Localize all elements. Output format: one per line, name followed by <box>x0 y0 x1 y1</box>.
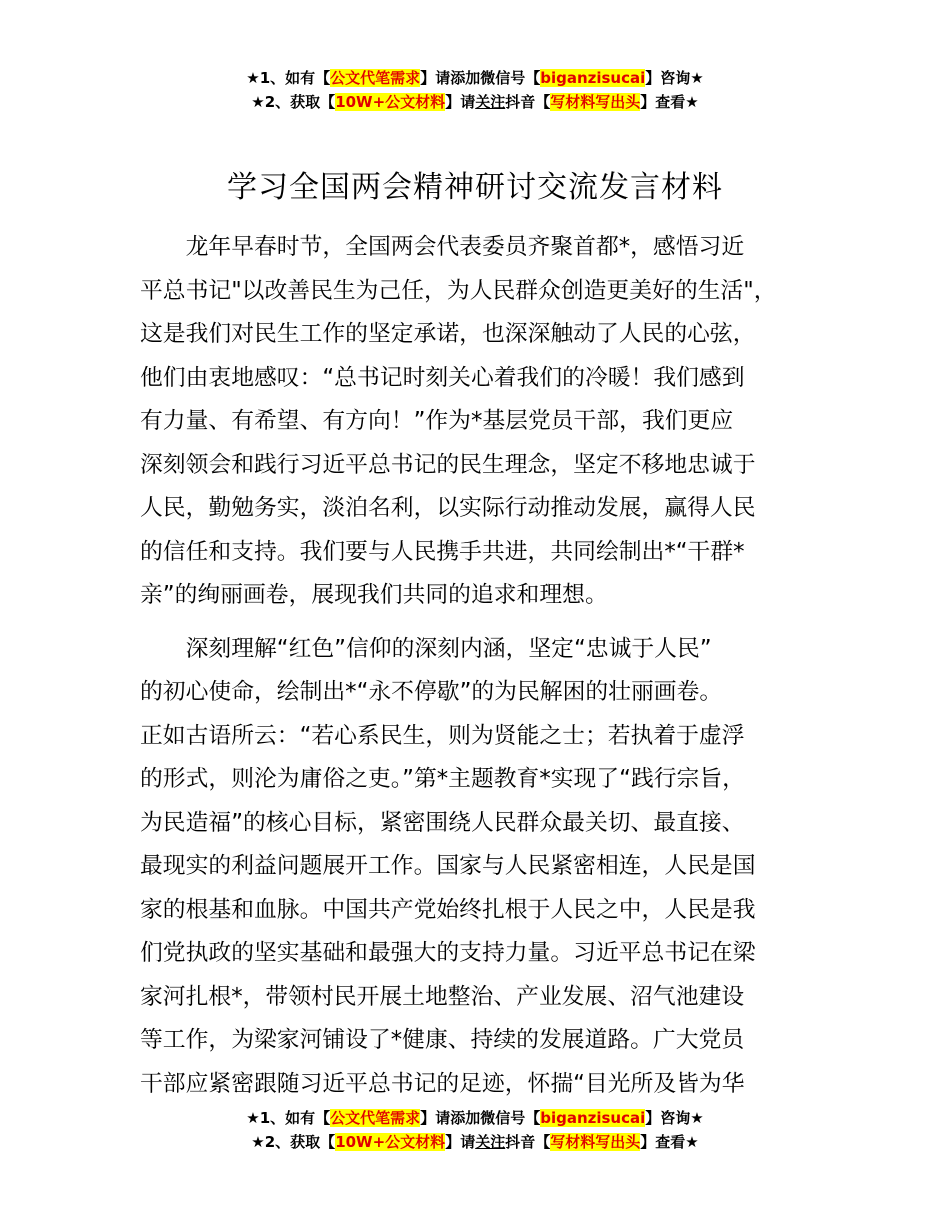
banner-text: 】请添加微信号【 <box>420 69 541 87</box>
banner-text: ★2、获取【 <box>251 93 336 111</box>
banner-text: ★2、获取【 <box>251 1133 336 1151</box>
text-line: 家的根基和血脉。中国共产党始终扎根于人民之中，人民是我 <box>140 896 756 923</box>
highlight-text: 公文代笔需求 <box>330 1109 421 1127</box>
text-line: 深刻理解“红色”信仰的深刻内涵，坚定“忠诚于人民” <box>140 635 712 662</box>
text-line: 平总书记"以改善民生为己任，为人民群众创造更美好的生活"， <box>140 277 777 304</box>
banner-text: ★1、如有【 <box>246 1109 331 1127</box>
banner-text: 】查看★ <box>640 93 699 111</box>
text-line: 干部应紧密跟随习近平总书记的足迹，怀揣“目光所及皆为华 <box>140 1070 745 1097</box>
highlight-text: 写材料写出头 <box>550 93 641 111</box>
text-line: 们党执政的坚实基础和最强大的支持力量。习近平总书记在梁 <box>140 940 756 966</box>
paragraph-2 <box>140 628 830 1107</box>
text-line: 深刻领会和践行习近平总书记的民生理念，坚定不移地忠诚于 <box>140 451 756 478</box>
text-line: 这是我们对民生工作的坚定承诺，也深深触动了人民的心弦， <box>140 321 756 347</box>
banner-line-1 <box>0 66 950 90</box>
text-line: 龙年早春时节，全国两会代表委员齐聚首都*，感悟习近 <box>140 234 745 260</box>
text-line: 人民，勤勉务实，淡泊名利，以实际行动推动发展，赢得人民 <box>140 495 756 521</box>
text-line: 的形式，则沦为庸俗之吏。”第*主题教育*实现了“践行宗旨， <box>140 766 745 792</box>
banner-text: 抖音【 <box>505 93 551 111</box>
text-line: 的初心使命，绘制出*“永不停歇”的为民解困的壮丽画卷。 <box>140 679 723 705</box>
banner-text: 】请 <box>445 93 476 111</box>
text-line: 正如古语所云：“若心系民生，则为贤能之士；若执着于虚浮 <box>140 722 745 749</box>
highlight-text: 写材料写出头 <box>550 1133 641 1151</box>
banner-line-1 <box>0 1106 950 1130</box>
header-banner <box>0 66 950 114</box>
wechat-id: biganzisucai <box>540 1109 646 1127</box>
text-line: 亲”的绚丽画卷，展现我们共同的追求和理想。 <box>140 582 608 608</box>
text-line: 最现实的利益问题展开工作。国家与人民紧密相连，人民是国 <box>140 853 756 879</box>
banner-text: 】咨询★ <box>645 1109 704 1127</box>
banner-text: 】查看★ <box>640 1133 699 1151</box>
document-body <box>140 226 830 1106</box>
banner-line-2 <box>0 90 950 114</box>
banner-text: 】咨询★ <box>645 69 704 87</box>
highlight-text: 10W+公文材料 <box>335 1133 446 1151</box>
banner-text: 】请 <box>445 1133 476 1151</box>
text-line: 的信任和支持。我们要与人民携手共进，共同绘制出*“干群* <box>140 538 745 565</box>
paragraph-1 <box>140 226 830 618</box>
document-title: 学习全国两会精神研讨交流发言材料 <box>227 170 723 205</box>
footer-banner <box>0 1106 950 1154</box>
paragraph-gap <box>140 618 830 628</box>
text-line: 等工作，为梁家河铺设了*健康、持续的发展道路。广大党员 <box>140 1027 745 1053</box>
wechat-id: biganzisucai <box>540 69 646 87</box>
banner-text: ★1、如有【 <box>246 69 331 87</box>
underlined-text: 关注 <box>475 93 506 111</box>
banner-text: 抖音【 <box>505 1133 551 1151</box>
highlight-text: 公文代笔需求 <box>330 69 421 87</box>
highlight-text: 10W+公文材料 <box>335 93 446 111</box>
text-line: 有力量、有希望、有方向！”作为*基层党员干部，我们更应 <box>140 408 734 434</box>
text-line: 他们由衷地感叹：“总书记时刻关心着我们的冷暖！我们感到 <box>140 364 745 391</box>
underlined-text: 关注 <box>475 1133 506 1151</box>
text-line: 为民造福”的核心目标，紧密围绕人民群众最关切、最直接、 <box>140 809 745 836</box>
banner-text: 】请添加微信号【 <box>420 1109 541 1127</box>
text-line: 家河扎根*，带领村民开展土地整治、产业发展、沼气池建设 <box>140 983 745 1010</box>
banner-line-2 <box>0 1130 950 1154</box>
